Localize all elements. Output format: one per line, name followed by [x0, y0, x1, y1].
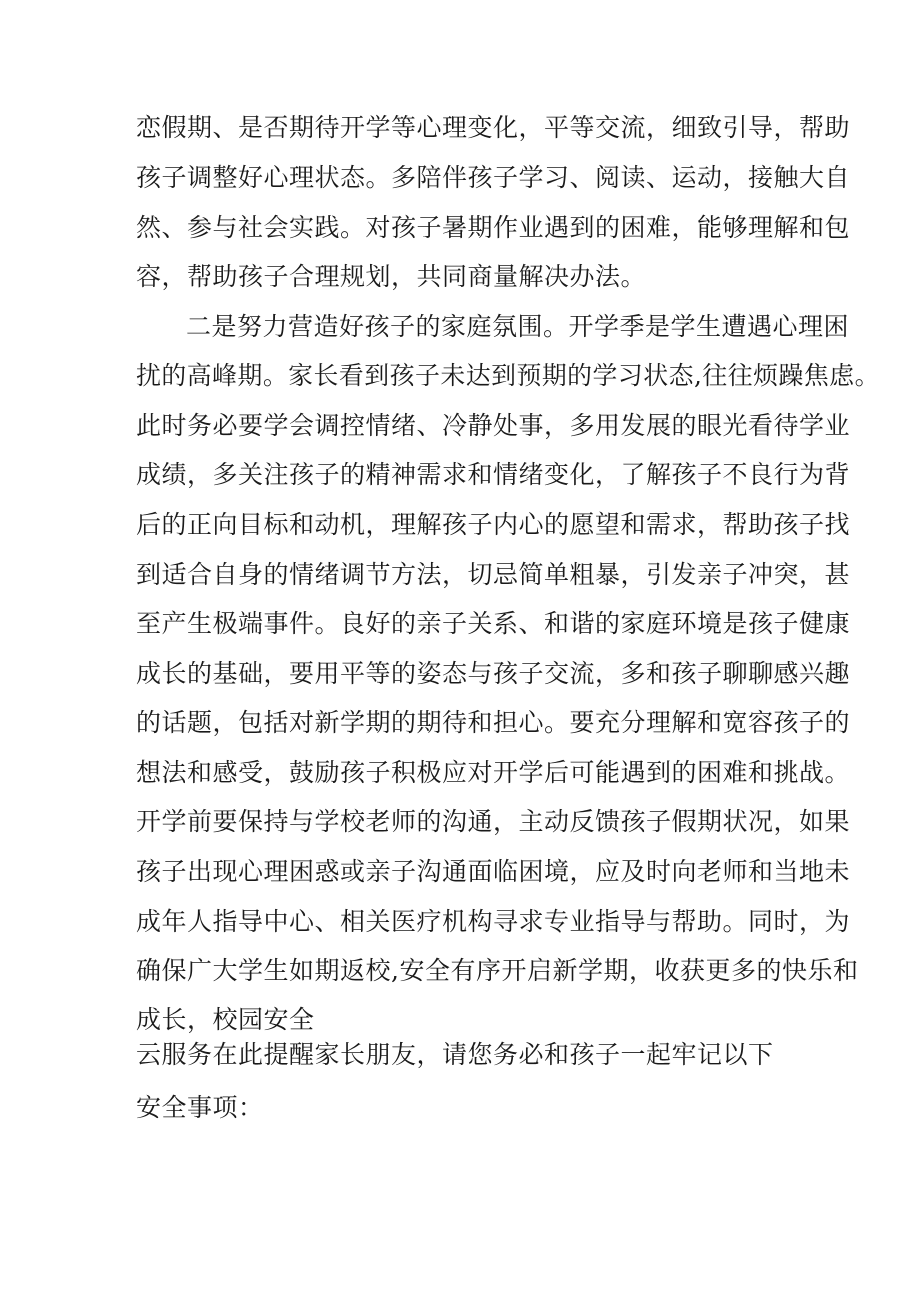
text-line: 扰的高峰期。家长看到孩子未达到预期的学习状态,往往烦躁焦虑。 [136, 361, 880, 390]
text-line: 至产生极端事件。良好的亲子关系、和谐的家庭环境是孩子健康 [136, 609, 851, 638]
text-line: 此时务必要学会调控情绪、冷静处事，多用发展的眼光看待学业 [136, 411, 851, 440]
text-line: 成年人指导中心、相关医疗机构寻求专业指导与帮助。同时，为 [136, 907, 851, 936]
text-line: 安全事项： [136, 1093, 264, 1122]
text-line: 的话题，包括对新学期的期待和担心。要充分理解和宽容孩子的 [136, 708, 851, 737]
text-line: 后的正向目标和动机，理解孩子内心的愿望和需求，帮助孩子找 [136, 510, 851, 539]
text-line: 开学前要保持与学校老师的沟通，主动反馈孩子假期状况，如果 [136, 807, 851, 836]
text-line: 孩子出现心理困惑或亲子沟通面临困境，应及时向老师和当地未 [136, 857, 851, 886]
text-line: 孩子调整好心理状态。多陪伴孩子学习、阅读、运动，接触大自 [136, 163, 851, 192]
text-line: 到适合自身的情绪调节方法，切忌简单粗暴，引发亲子冲突，甚 [136, 560, 851, 589]
text-line: 想法和感受，鼓励孩子积极应对开学后可能遇到的困难和挑战。 [136, 758, 851, 787]
text-line: 云服务在此提醒家长朋友，请您务必和孩子一起牢记以下 [136, 1040, 774, 1069]
text-line: 然、参与社会实践。对孩子暑期作业遇到的困难，能够理解和包 [136, 213, 851, 242]
paragraph-first-line: 二是努力营造好孩子的家庭氛围。开学季是学生遭遇心理困 [186, 312, 850, 341]
text-line: 容，帮助孩子合理规划，共同商量解决办法。 [136, 262, 647, 291]
text-line: 确保广大学生如期返校,安全有序开启新学期，收获更多的快乐和 [136, 956, 859, 985]
text-line: 成长的基础，要用平等的姿态与孩子交流，多和孩子聊聊感兴趣 [136, 659, 851, 688]
text-line: 恋假期、是否期待开学等心理变化，平等交流，细致引导，帮助 [136, 113, 851, 142]
text-line: 成长，校园安全 [136, 1005, 315, 1034]
text-line: 成绩，多关注孩子的精神需求和情绪变化，了解孩子不良行为背 [136, 460, 851, 489]
